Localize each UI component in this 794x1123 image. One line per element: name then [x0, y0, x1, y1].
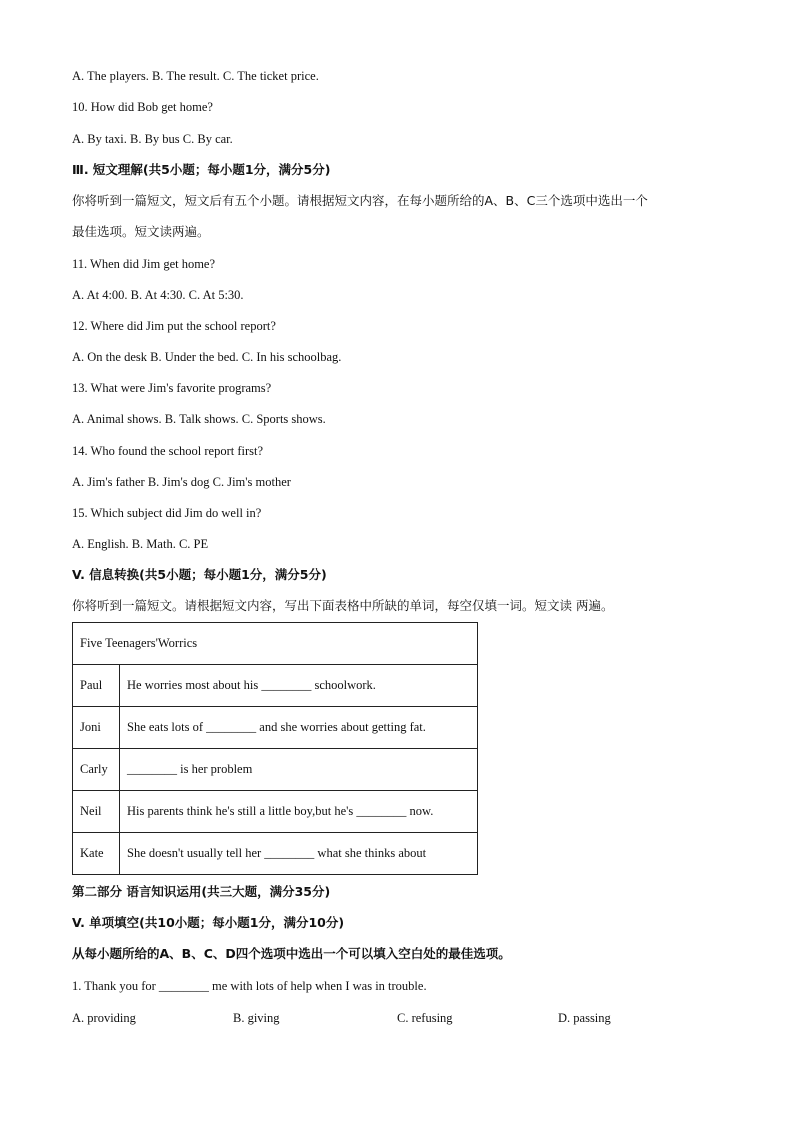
q1-question: 1. Thank you for ________ me with lots of help when I was in trouble. [72, 979, 427, 993]
table-row [73, 665, 478, 707]
row-name: Neil [73, 791, 120, 833]
q1-option-c: C. refusing [397, 1011, 453, 1025]
table-row [73, 707, 478, 749]
row-name: Paul [73, 665, 120, 707]
table-title: Five Teenagers'Worrics [73, 623, 478, 665]
row-text: She doesn't usually tell her ________ what she thinks about [120, 833, 478, 875]
row-text: ________ is her problem [120, 749, 478, 791]
section4-instruction: 你将听到一篇短文。请根据短文内容，写出下面表格中所缺的单词，每空仅填一词。短文读 两遍。 [72, 598, 614, 613]
row-text: His parents think he's still a little boy,but he's ________ now. [120, 791, 478, 833]
section5-heading: V. 单项填空(共10小题；每小题1分，满分10分) [72, 915, 345, 930]
q15-question: 15. Which subject did Jim do well in? [72, 506, 262, 520]
table-row [73, 791, 478, 833]
q12-options: A. On the desk B. Under the bed. C. In his schoolbag. [72, 350, 342, 364]
table-row [73, 833, 478, 875]
q15-options: A. English. B. Math. C. PE [72, 537, 209, 551]
row-text: She eats lots of ________ and she worries about getting fat. [120, 707, 478, 749]
part2-heading: 第二部分 语言知识运用(共三大题，满分35分) [72, 884, 331, 899]
q11-question: 11. When did Jim get home? [72, 257, 216, 271]
q11-options: A. At 4:00. B. At 4:30. C. At 5:30. [72, 288, 244, 302]
q10-options: A. By taxi. B. By bus C. By car. [72, 132, 233, 146]
q9-options: A. The players. B. The result. C. The ticket price. [72, 69, 319, 83]
q10-question: 10. How did Bob get home? [72, 100, 213, 114]
section5-instruction: 从每小题所给的A、B、C、D四个选项中选出一个可以填入空白处的最佳选项。 [72, 946, 511, 961]
worries-table [72, 622, 478, 875]
row-name: Kate [73, 833, 120, 875]
section4-heading: V. 信息转换(共5小题；每小题1分，满分5分) [72, 567, 327, 582]
row-name: Joni [73, 707, 120, 749]
q14-options: A. Jim's father B. Jim's dog C. Jim's mother [72, 475, 291, 489]
q14-question: 14. Who found the school report first? [72, 444, 264, 458]
table-row [73, 623, 478, 665]
q1-option-b: B. giving [233, 1011, 280, 1025]
q1-option-d: D. passing [558, 1011, 611, 1025]
q13-options: A. Animal shows. B. Talk shows. C. Sports shows. [72, 412, 326, 426]
row-name: Carly [73, 749, 120, 791]
q13-question: 13. What were Jim's favorite programs? [72, 381, 272, 395]
q1-option-a: A. providing [72, 1011, 136, 1025]
table-row [73, 749, 478, 791]
section3-instruction-line2: 最佳选项。短文读两遍。 [72, 224, 210, 239]
section3-heading: Ⅲ. 短文理解(共5小题；每小题1分，满分5分) [72, 162, 331, 177]
section3-instruction-line1: 你将听到一篇短文，短文后有五个小题。请根据短文内容，在每小题所给的A、B、C三个选项中选出一个 [72, 193, 648, 208]
row-text: He worries most about his ________ schoolwork. [120, 665, 478, 707]
q12-question: 12. Where did Jim put the school report? [72, 319, 276, 333]
